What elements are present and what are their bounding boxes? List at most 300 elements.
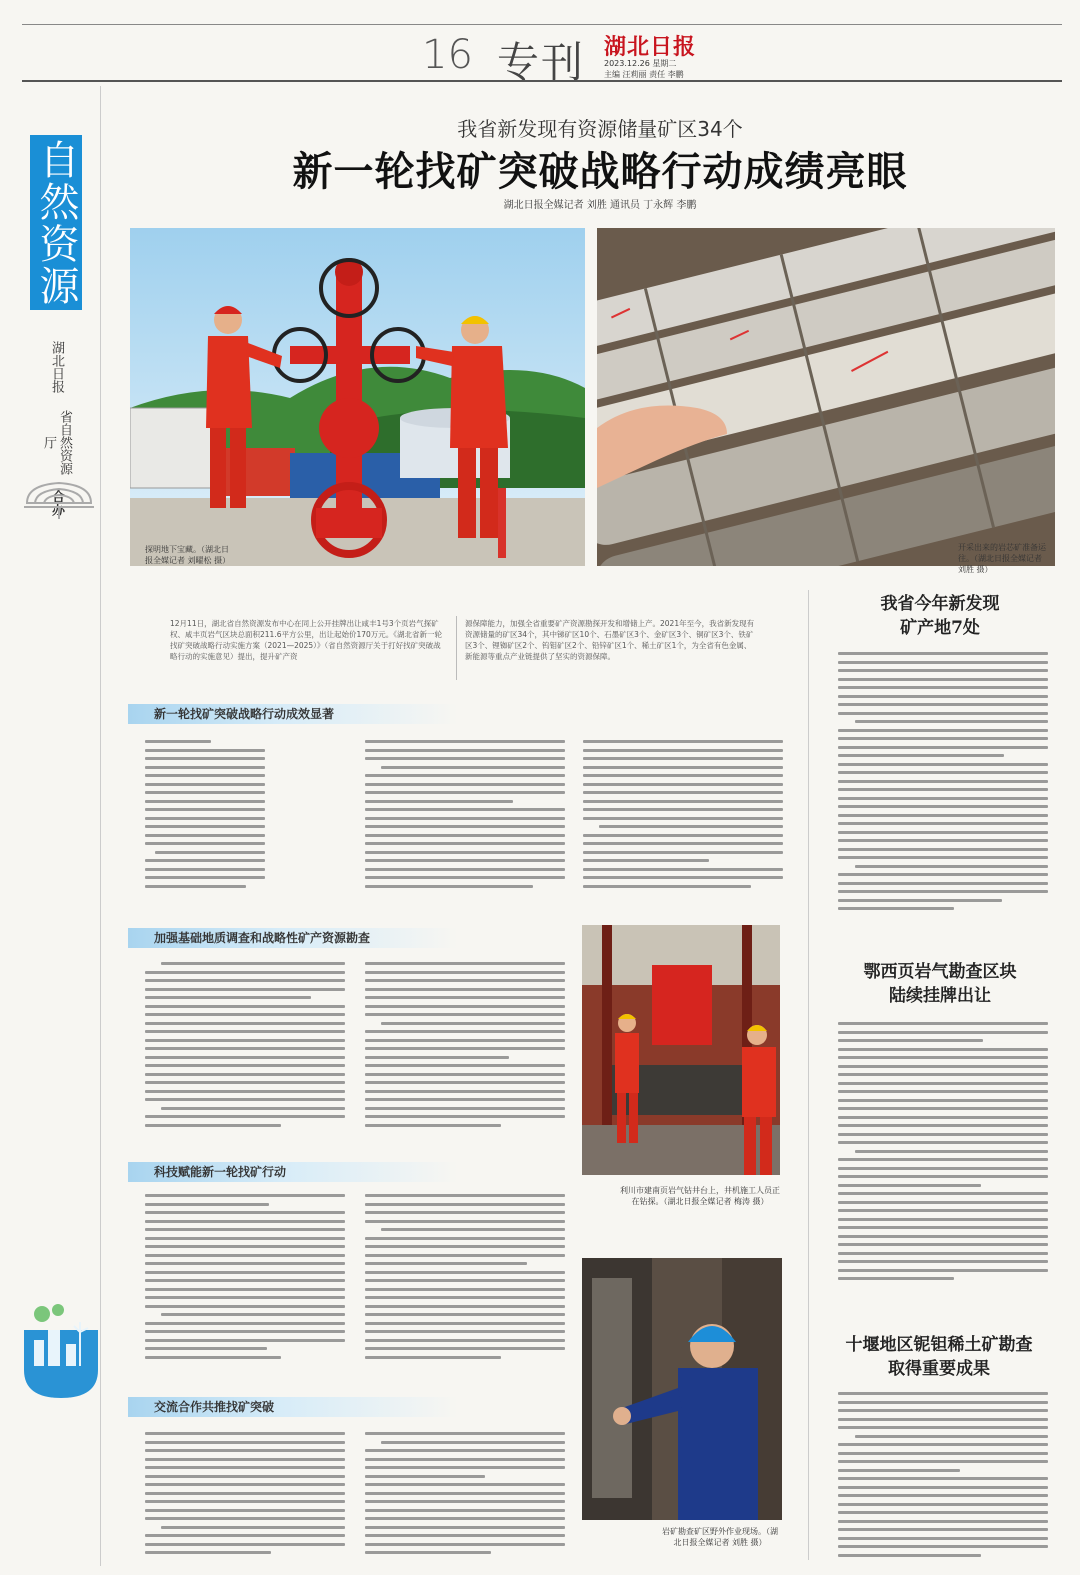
text-line (145, 1534, 345, 1537)
text-line (365, 851, 565, 854)
text-line (365, 988, 565, 991)
body-text-s4-col1 (145, 1432, 345, 1560)
text-line (838, 1520, 1048, 1523)
text-line (838, 712, 1048, 715)
text-line (838, 1167, 1048, 1170)
text-line (838, 1048, 1048, 1051)
text-line (583, 817, 783, 820)
text-line (365, 1056, 509, 1059)
text-line (838, 1452, 1048, 1455)
text-line (145, 1279, 345, 1282)
text-line (838, 1545, 1048, 1548)
text-line (855, 1150, 1048, 1153)
text-line (365, 885, 533, 888)
text-line (145, 1441, 345, 1444)
text-line (145, 1517, 345, 1520)
text-line (365, 1534, 565, 1537)
issue-date: 2023.12.26 星期二 (604, 59, 677, 68)
text-line (365, 791, 565, 794)
text-line (838, 882, 1048, 885)
text-line (838, 1443, 1048, 1446)
body-text-s3-col2 (365, 1194, 565, 1370)
header-rule-top (22, 24, 1062, 25)
text-line (145, 1047, 345, 1050)
text-line (145, 1039, 345, 1042)
body-text-s1-col2 (365, 740, 565, 900)
body-text-s4-col2 (365, 1432, 565, 1560)
text-line (365, 1288, 565, 1291)
cloud-ornament-icon (22, 475, 96, 520)
text-line (381, 1228, 565, 1231)
text-line (145, 1500, 345, 1503)
text-line (365, 979, 565, 982)
drilling-platform-illustration (582, 925, 780, 1175)
text-line (145, 1211, 345, 1214)
text-line (838, 1528, 1048, 1531)
text-line (583, 876, 783, 879)
text-line (145, 757, 265, 760)
co-organizer-1: 湖北日报 (49, 341, 64, 393)
text-line (365, 1030, 565, 1033)
text-line (145, 1466, 345, 1469)
text-line (145, 1271, 345, 1274)
side-article-1-title-line2: 矿产地7处 (900, 618, 980, 638)
text-line (145, 1432, 345, 1435)
text-line (365, 800, 513, 803)
field-worker-illustration (582, 1258, 782, 1520)
text-line (838, 1460, 1048, 1463)
article-headline: 新一轮找矿突破战略行动成绩亮眼 (292, 149, 908, 195)
text-line (838, 1175, 1048, 1178)
text-line (145, 1330, 345, 1333)
text-line (365, 1090, 565, 1093)
text-line (365, 876, 565, 879)
text-line (365, 1458, 565, 1461)
text-line (365, 842, 565, 845)
text-line (365, 757, 565, 760)
section-name: 专刊 (497, 38, 586, 87)
text-line (365, 1517, 565, 1520)
text-line (145, 971, 345, 974)
text-line (838, 1260, 1048, 1263)
text-line (365, 1005, 565, 1008)
text-line (838, 822, 1048, 825)
text-line (838, 1141, 1048, 1144)
text-line (838, 652, 1048, 655)
article-byline: 湖北日报全媒记者 刘胜 通讯员 丁永辉 李鹏 (503, 200, 697, 211)
text-line (145, 791, 265, 794)
text-line (145, 1073, 345, 1076)
text-line (838, 1477, 1048, 1480)
text-line (145, 1081, 345, 1084)
text-line (838, 1056, 1048, 1059)
text-line (145, 1262, 345, 1265)
text-line (838, 797, 1048, 800)
text-line (145, 1296, 345, 1299)
text-line (838, 1065, 1048, 1068)
text-line (365, 1073, 565, 1076)
text-line (838, 1252, 1048, 1255)
text-line (155, 851, 265, 854)
text-line (365, 1124, 501, 1127)
text-line (365, 1500, 565, 1503)
text-line (145, 1339, 345, 1342)
photo3-caption: 利川市建南页岩气钻井台上，井机施工人员正在钻探。（湖北日报全媒记者 梅涛 摄） (620, 1186, 780, 1206)
side-article-3-body (838, 1392, 1048, 1562)
text-line (145, 1288, 345, 1291)
co-organizer-2: 省自然资源厅 (41, 409, 72, 475)
side-article-3-title-line2: 取得重要成果 (888, 1359, 990, 1379)
text-line (838, 1107, 1048, 1110)
text-line (838, 1511, 1048, 1514)
text-line (381, 1022, 565, 1025)
text-line (838, 899, 1002, 902)
text-line (838, 1409, 1048, 1412)
text-line (838, 848, 1048, 851)
text-line (145, 817, 265, 820)
text-line (838, 1277, 954, 1280)
text-line (838, 1554, 981, 1557)
text-line (365, 1492, 565, 1495)
text-line (145, 1254, 345, 1257)
text-line (161, 1107, 345, 1110)
text-line (365, 783, 565, 786)
text-line (838, 1537, 1048, 1540)
text-line (145, 1245, 345, 1248)
text-line (145, 1305, 345, 1308)
lead-paragraph-left: 12月11日，湖北省自然资源发布中心在同上公开挂牌出让咸丰1号3个页岩气探矿权、咸丰页岩气区块总面积211.6平方公里，出让起始价170万元。《湖北省新一轮找矿突破战略行动实施方案（2021—2025）》（省自然资源厅关于打好找矿突破战略行动的实施意见）提出，提升矿产资 (170, 619, 443, 661)
text-line (365, 834, 565, 837)
text-line (838, 1201, 1048, 1204)
text-line (838, 1082, 1048, 1085)
text-line (365, 1296, 565, 1299)
text-line (838, 1090, 1048, 1093)
text-line (365, 1475, 485, 1478)
text-line (145, 1492, 345, 1495)
text-line (365, 1254, 565, 1257)
photo1-caption: 探明地下宝藏。（湖北日报全媒记者 刘曜松 摄） (145, 545, 231, 565)
text-line (838, 1426, 1048, 1429)
text-line (145, 1449, 345, 1452)
side-article-2-body (838, 1022, 1048, 1292)
text-line (145, 885, 246, 888)
text-line (145, 1347, 267, 1350)
text-line (365, 1064, 565, 1067)
side-article-3-title (825, 1333, 1053, 1381)
text-line (583, 749, 783, 752)
text-line (838, 780, 1048, 783)
text-line (145, 996, 311, 999)
page-header (22, 14, 1062, 87)
text-line (838, 805, 1048, 808)
text-line (838, 890, 1048, 893)
text-line (583, 791, 783, 794)
text-line (365, 1013, 565, 1016)
text-line (838, 686, 1048, 689)
text-line (145, 1194, 345, 1197)
text-line (583, 783, 783, 786)
text-line (145, 1458, 345, 1461)
text-line (838, 907, 954, 910)
column-title (30, 135, 82, 310)
text-line (583, 885, 751, 888)
text-line (838, 1099, 1048, 1102)
text-line (145, 740, 211, 743)
text-line (583, 766, 783, 769)
text-line (583, 757, 783, 760)
text-line (145, 1090, 345, 1093)
text-line (838, 1235, 1048, 1238)
subhead-technology: 科技赋能新一轮找矿行动 (128, 1162, 568, 1182)
text-line (583, 740, 783, 743)
text-line (145, 1064, 345, 1067)
subhead-cooperation: 交流合作共推找矿突破 (128, 1397, 568, 1417)
text-line (145, 1005, 345, 1008)
text-line (145, 774, 265, 777)
text-line (365, 859, 565, 862)
body-text-s2-col2 (365, 962, 565, 1132)
photo-rock-cores (597, 228, 1055, 566)
text-line (838, 695, 1048, 698)
text-line (365, 817, 565, 820)
text-line (365, 1356, 501, 1359)
text-line (365, 1220, 565, 1223)
text-line (365, 1466, 565, 1469)
text-line (145, 1030, 345, 1033)
text-line (838, 831, 1048, 834)
text-line (838, 1192, 1048, 1195)
text-line (365, 868, 565, 871)
text-line (583, 800, 783, 803)
lead-paragraph-right: 源保障能力，加强全省重要矿产资源勘探开发和增储上产。2021年至今，我省新发现有资源储量的矿区34个，其中锑矿区10个、石墨矿区3个、金矿区3个、铜矿区3个、铁矿区3个、锂铷矿区2个、钨钼矿区2个、铅锌矿区1个、稀土矿区1个，为全省有色金属、新能源等重点产业链提供了坚实的资源保障。 (465, 619, 755, 661)
text-line (838, 1401, 1048, 1404)
text-line (838, 729, 1048, 732)
text-line (161, 1526, 345, 1529)
text-line (838, 1494, 1048, 1497)
text-line (145, 842, 265, 845)
text-line (838, 1243, 1048, 1246)
text-line (145, 868, 265, 871)
text-line (365, 1262, 527, 1265)
lead-divider (456, 616, 457, 680)
green-city-icon (22, 1300, 100, 1400)
text-line (145, 808, 265, 811)
photo2-caption: 开采出来的岩芯矿准备运往。（湖北日报全媒记者 刘胜 摄） (958, 543, 1046, 574)
text-line (838, 746, 1048, 749)
text-line (145, 1475, 345, 1478)
text-line (838, 1226, 1048, 1229)
text-line (838, 814, 1048, 817)
text-line (365, 1203, 565, 1206)
side-article-1-body (838, 652, 1048, 920)
text-line (365, 825, 565, 828)
column-sidebar (30, 135, 92, 520)
side-article-2-title (835, 960, 1045, 1008)
text-line (365, 749, 565, 752)
text-line (583, 834, 783, 837)
header-rule-bottom (22, 80, 1062, 82)
paper-logo: 湖北日报 (604, 34, 697, 60)
text-line (365, 1432, 565, 1435)
text-line (838, 678, 1048, 681)
text-line (145, 1115, 345, 1118)
text-line (145, 1483, 345, 1486)
text-line (145, 766, 265, 769)
page-number: 16 (422, 32, 473, 78)
text-line (365, 1211, 565, 1214)
text-line (365, 1322, 565, 1325)
text-line (161, 1313, 345, 1316)
text-line (838, 1158, 1048, 1161)
right-column-divider (808, 590, 809, 1560)
text-line (145, 1203, 269, 1206)
article-kicker: 我省新发现有资源储量矿区34个 (457, 117, 743, 141)
text-line (365, 1098, 565, 1101)
text-line (838, 1486, 1048, 1489)
text-line (145, 825, 265, 828)
text-line (838, 771, 1048, 774)
text-line (838, 856, 1048, 859)
text-line (145, 1237, 345, 1240)
text-line (838, 669, 1048, 672)
text-line (365, 1039, 565, 1042)
text-line (838, 1022, 1048, 1025)
text-line (855, 720, 1048, 723)
text-line (838, 788, 1048, 791)
side-article-3-title-line1: 十堰地区铌钽稀土矿勘查 (845, 1335, 1033, 1355)
text-line (145, 834, 265, 837)
text-line (838, 703, 1048, 706)
text-line (583, 868, 783, 871)
text-line (838, 1269, 1048, 1272)
text-line (365, 996, 565, 999)
text-line (365, 1543, 565, 1546)
issue-editors: 主编 汪莉丽 责任 李鹏 (604, 70, 684, 79)
text-line (145, 1056, 345, 1059)
text-line (838, 1073, 1048, 1076)
text-line (583, 774, 783, 777)
text-line (145, 1220, 345, 1223)
subhead-geological-survey: 加强基础地质调查和战略性矿产资源勘查 (128, 928, 568, 948)
joint-label: 合办 (49, 490, 64, 516)
text-line (381, 766, 565, 769)
text-line (145, 1543, 345, 1546)
text-line (145, 1228, 345, 1231)
text-line (838, 1031, 1048, 1034)
text-line (838, 873, 1048, 876)
text-line (838, 1124, 1048, 1127)
text-line (838, 1116, 1048, 1119)
text-line (145, 1322, 345, 1325)
text-line (583, 842, 783, 845)
text-line (838, 1392, 1048, 1395)
text-line (145, 1551, 271, 1554)
text-line (145, 1124, 281, 1127)
text-line (365, 1509, 565, 1512)
text-line (365, 1237, 565, 1240)
text-line (365, 1245, 565, 1248)
text-line (145, 859, 265, 862)
text-line (365, 740, 565, 743)
text-line (599, 825, 783, 828)
column-title-text: 自然资源 (33, 138, 79, 307)
body-text-s2-col1 (145, 962, 345, 1132)
text-line (161, 962, 345, 965)
text-line (838, 1039, 983, 1042)
text-line (145, 800, 265, 803)
text-line (365, 1081, 565, 1084)
body-text-s3-col1 (145, 1194, 345, 1370)
text-line (365, 808, 565, 811)
body-text-s1-col3 (583, 740, 783, 900)
text-line (583, 808, 783, 811)
text-line (365, 1194, 565, 1197)
side-article-1-title-line1: 我省今年新发现 (880, 594, 1000, 614)
text-line (145, 1013, 345, 1016)
side-article-2-title-line2: 陆续挂牌出让 (889, 986, 991, 1006)
text-line (145, 1098, 345, 1101)
text-line (365, 1339, 565, 1342)
body-text-s1-col1 (145, 740, 265, 900)
text-line (838, 1184, 981, 1187)
text-line (145, 979, 345, 982)
text-line (583, 851, 783, 854)
text-line (365, 962, 565, 965)
text-line (145, 1022, 345, 1025)
text-line (145, 1356, 281, 1359)
text-line (365, 1347, 565, 1350)
text-line (381, 1441, 565, 1444)
side-article-2-title-line1: 鄂西页岩气勘查区块 (863, 962, 1017, 982)
text-line (855, 1435, 1048, 1438)
text-line (855, 865, 1048, 868)
wellhead-illustration (130, 228, 585, 566)
subhead-achievements: 新一轮找矿突破战略行动成效显著 (128, 704, 568, 724)
text-line (365, 774, 565, 777)
photo-drilling-platform (582, 925, 780, 1175)
text-line (365, 1483, 565, 1486)
text-line (838, 1218, 1048, 1221)
text-line (838, 661, 1048, 664)
text-line (145, 988, 345, 991)
text-line (838, 839, 1048, 842)
text-line (838, 1469, 960, 1472)
rock-core-illustration (597, 228, 1055, 566)
text-line (365, 1107, 565, 1110)
text-line (365, 1047, 565, 1050)
side-article-1-title (835, 592, 1045, 640)
text-line (365, 1313, 565, 1316)
text-line (838, 754, 1004, 757)
text-line (145, 876, 265, 879)
text-line (838, 1503, 1048, 1506)
text-line (365, 1305, 565, 1308)
text-line (838, 1418, 1048, 1421)
text-line (838, 1209, 1048, 1212)
text-line (145, 749, 265, 752)
text-line (365, 971, 565, 974)
photo-wellhead-workers (130, 228, 585, 566)
text-line (365, 1551, 491, 1554)
text-line (365, 1449, 565, 1452)
photo4-caption: 岩矿勘查矿区野外作业现场。（湖北日报全媒记者 刘胜 摄） (662, 1527, 778, 1547)
text-line (838, 1133, 1048, 1136)
text-line (365, 1279, 565, 1282)
photo-field-worker (582, 1258, 782, 1520)
text-line (365, 1526, 565, 1529)
text-line (838, 763, 1048, 766)
sidebar-divider (100, 86, 101, 1566)
